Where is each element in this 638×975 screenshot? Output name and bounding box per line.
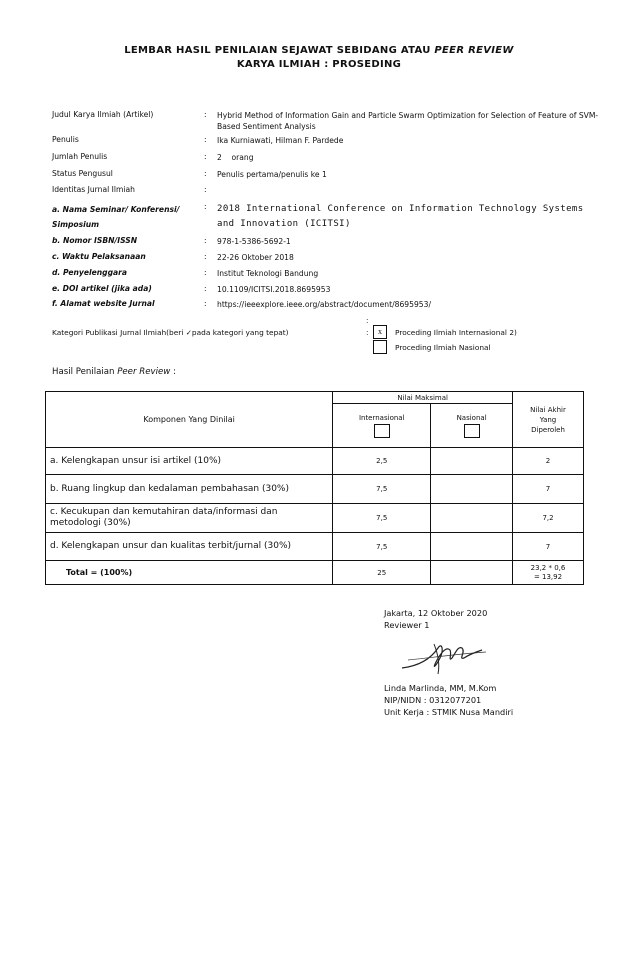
- internasional-cell: 2,5: [333, 448, 431, 475]
- document-subtitle: KARYA ILMIAH : PROSEDING: [236, 59, 402, 70]
- isbn-label: b. Nomor ISBN/ISSN: [52, 236, 138, 245]
- nasional-cell: [431, 475, 513, 504]
- header-komponen: Komponen Yang Dinilai: [46, 392, 333, 448]
- penyelenggara-label: d. Penyelenggara: [52, 268, 128, 277]
- header-nilai-maksimal: Nilai Maksimal: [333, 392, 513, 404]
- akhir-cell: 2: [513, 448, 584, 475]
- komponen-cell: c. Kecukupan dan kemutahiran data/informasi dan metodologi (30%): [46, 504, 333, 533]
- status-value: Penulis pertama/penulis ke 1: [217, 170, 327, 179]
- internasional-cell: 7,5: [333, 533, 431, 561]
- judul-label: Judul Karya Ilmiah (Artikel): [52, 110, 154, 119]
- kategori-international-checkbox[interactable]: x: [373, 325, 387, 339]
- total-label: Total = (100%): [46, 561, 333, 585]
- seminar-label: a. Nama Seminar/ Konferensi/ Simposium: [52, 205, 180, 229]
- jumlah-label: Jumlah Penulis: [52, 152, 108, 161]
- status-label: Status Pengusul: [52, 169, 113, 178]
- hasil-title: Hasil Penilaian Peer Review :: [52, 367, 176, 377]
- kategori-label: Kategori Publikasi Jurnal Ilmiah(beri ✓pada kategori yang tepat): [52, 328, 289, 337]
- website-label: f. Alamat website Jurnal: [52, 299, 155, 308]
- website-value: https://ieeexplore.ieee.org/abstract/document/8695953/: [217, 300, 432, 309]
- nasional-cell: [431, 504, 513, 533]
- judul-value: Hybrid Method of Information Gain and Particle Swarm Optimization for Selection of Feature of SVM-Based Sentiment Analysis: [217, 111, 599, 131]
- place-date: Jakarta, 12 Oktober 2020: [384, 608, 488, 618]
- table-total-row: [46, 561, 584, 585]
- komponen-cell: a. Kelengkapan unsur isi artikel (10%): [46, 448, 333, 475]
- jumlah-value: 2 orang: [217, 153, 254, 162]
- table-row: [46, 504, 584, 533]
- komponen-cell: b. Ruang lingkup dan kedalaman pembahasan (30%): [46, 475, 333, 504]
- komponen-cell: d. Kelengkapan unsur dan kualitas terbit/jurnal (30%): [46, 533, 333, 561]
- doi-label: e. DOI artikel (jika ada): [52, 284, 152, 293]
- total-internasional: 25: [333, 561, 431, 585]
- handwritten-signature: [398, 636, 490, 678]
- isbn-value: 978-1-5386-5692-1: [217, 237, 291, 246]
- akhir-cell: 7: [513, 533, 584, 561]
- kategori-international-label: Proceding Ilmiah Internasional 2): [395, 328, 517, 337]
- akhir-cell: 7: [513, 475, 584, 504]
- doi-value: 10.1109/ICITSI.2018.8695953: [217, 285, 331, 294]
- internasional-cell: 7,5: [333, 504, 431, 533]
- reviewer-role: Reviewer 1: [384, 620, 430, 630]
- score-table: [45, 391, 584, 585]
- table-row: [46, 448, 584, 475]
- table-header-row: [46, 392, 584, 404]
- nasional-cell: [431, 448, 513, 475]
- reviewer-unit: Unit Kerja : STMIK Nusa Mandiri: [384, 707, 514, 717]
- waktu-label: c. Waktu Pelaksanaan: [52, 252, 146, 261]
- penulis-value: Ika Kurniawati, Hilman F. Pardede: [217, 136, 344, 145]
- header-nilai-akhir: Nilai Akhir Yang Diperoleh: [513, 392, 584, 448]
- header-internasional: Internasional: [333, 404, 431, 448]
- reviewer-name: Linda Marlinda, MM, M.Kom: [384, 683, 497, 693]
- kategori-national-label: Proceding Ilmiah Nasional: [395, 343, 491, 352]
- nasional-cell: [431, 533, 513, 561]
- internasional-checkbox[interactable]: [374, 424, 390, 438]
- table-row: [46, 475, 584, 504]
- table-row: [46, 533, 584, 561]
- nasional-checkbox[interactable]: [464, 424, 480, 438]
- internasional-cell: 7,5: [333, 475, 431, 504]
- total-akhir: 23,2 * 0,6 = 13,92: [513, 561, 584, 585]
- identitas-label: Identitas Jurnal Ilmiah: [52, 185, 135, 194]
- seminar-value: 2018 International Conference on Information Technology Systems and Innovation (ICITSI): [217, 204, 584, 229]
- waktu-value: 22-26 Oktober 2018: [217, 253, 294, 262]
- reviewer-nip: NIP/NIDN : 0312077201: [384, 695, 482, 705]
- akhir-cell: 7,2: [513, 504, 584, 533]
- total-nasional: [431, 561, 513, 585]
- penyelenggara-value: Institut Teknologi Bandung: [217, 269, 319, 278]
- penulis-label: Penulis: [52, 135, 79, 144]
- document-title: LEMBAR HASIL PENILAIAN SEJAWAT SEBIDANG ATAU PEER REVIEW: [124, 45, 514, 56]
- header-nasional: Nasional: [431, 404, 513, 448]
- kategori-national-checkbox[interactable]: [373, 340, 387, 354]
